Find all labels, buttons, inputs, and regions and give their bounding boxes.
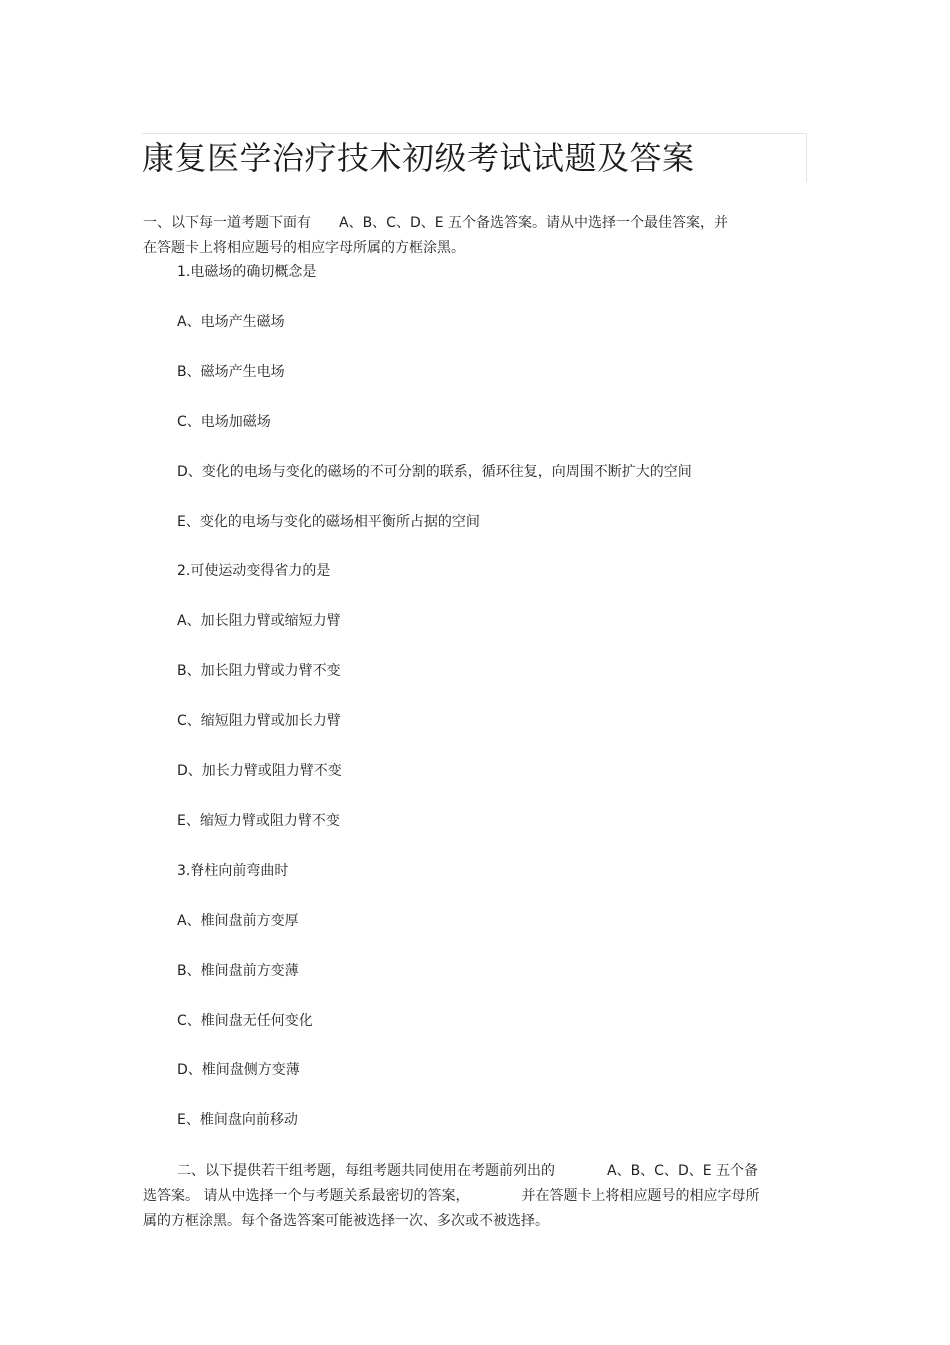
section-one-line-1-part-b: A、B、C、D、E 五个备选答案。请从中选择一个最佳答案，并 bbox=[339, 215, 729, 231]
section-two-line-1-part-a: 二、以下提供若干组考题，每组考题共同使用在考题前列出的 bbox=[177, 1163, 555, 1179]
question-1-stem: 1.电磁场的确切概念是 bbox=[177, 264, 317, 280]
question-1-option-c: C、电场加磁场 bbox=[177, 414, 271, 430]
question-2-stem: 2.可使运动变得省力的是 bbox=[177, 563, 331, 579]
question-2-option-d: D、加长力臂或阻力臂不变 bbox=[177, 763, 342, 779]
question-2-option-b: B、加长阻力臂或力臂不变 bbox=[177, 663, 341, 679]
question-3-option-d: D、椎间盘侧方变薄 bbox=[177, 1062, 300, 1078]
section-two-line-1 bbox=[143, 1159, 808, 1184]
section-two-line-3: 属的方框涂黑。每个备选答案可能被选择一次、多次或不被选择。 bbox=[143, 1213, 549, 1229]
section-one-line-1 bbox=[143, 211, 808, 236]
section-two-line-2 bbox=[143, 1184, 808, 1209]
section-one-line-1-part-a: 一、以下每一道考题下面有 bbox=[143, 215, 311, 231]
question-1-option-e: E、变化的电场与变化的磁场相平衡所占据的空间 bbox=[177, 514, 480, 530]
question-3-option-b: B、椎间盘前方变薄 bbox=[177, 963, 299, 979]
section-two-line-2-part-a: 选答案。 请从中选择一个与考题关系最密切的答案， bbox=[143, 1188, 470, 1204]
question-1-option-d: D、变化的电场与变化的磁场的不可分割的联系，循环往复，向周围不断扩大的空间 bbox=[177, 464, 692, 480]
document-title: 康复医学治疗技术初级考试试题及答案 bbox=[142, 139, 695, 177]
section-one-line-2: 在答题卡上将相应题号的相应字母所属的方框涂黑。 bbox=[143, 240, 465, 256]
question-1-option-a: A、电场产生磁场 bbox=[177, 314, 285, 330]
question-3-option-e: E、椎间盘向前移动 bbox=[177, 1112, 298, 1128]
question-3-option-a: A、椎间盘前方变厚 bbox=[177, 913, 299, 929]
question-2-option-e: E、缩短力臂或阻力臂不变 bbox=[177, 813, 340, 829]
question-2-option-c: C、缩短阻力臂或加长力臂 bbox=[177, 713, 341, 729]
question-3-stem: 3.脊柱向前弯曲时 bbox=[177, 863, 289, 879]
question-1-option-b: B、磁场产生电场 bbox=[177, 364, 285, 380]
question-2-option-a: A、加长阻力臂或缩短力臂 bbox=[177, 613, 341, 629]
section-one-instructions bbox=[143, 211, 808, 261]
section-two-line-1-part-b: A、B、C、D、E 五个备 bbox=[607, 1163, 759, 1179]
section-two-line-2-part-b: 并在答题卡上将相应题号的相应字母所 bbox=[521, 1188, 760, 1204]
section-two-instructions bbox=[143, 1159, 808, 1234]
question-3-option-c: C、椎间盘无任何变化 bbox=[177, 1013, 313, 1029]
title-frame bbox=[142, 133, 807, 182]
